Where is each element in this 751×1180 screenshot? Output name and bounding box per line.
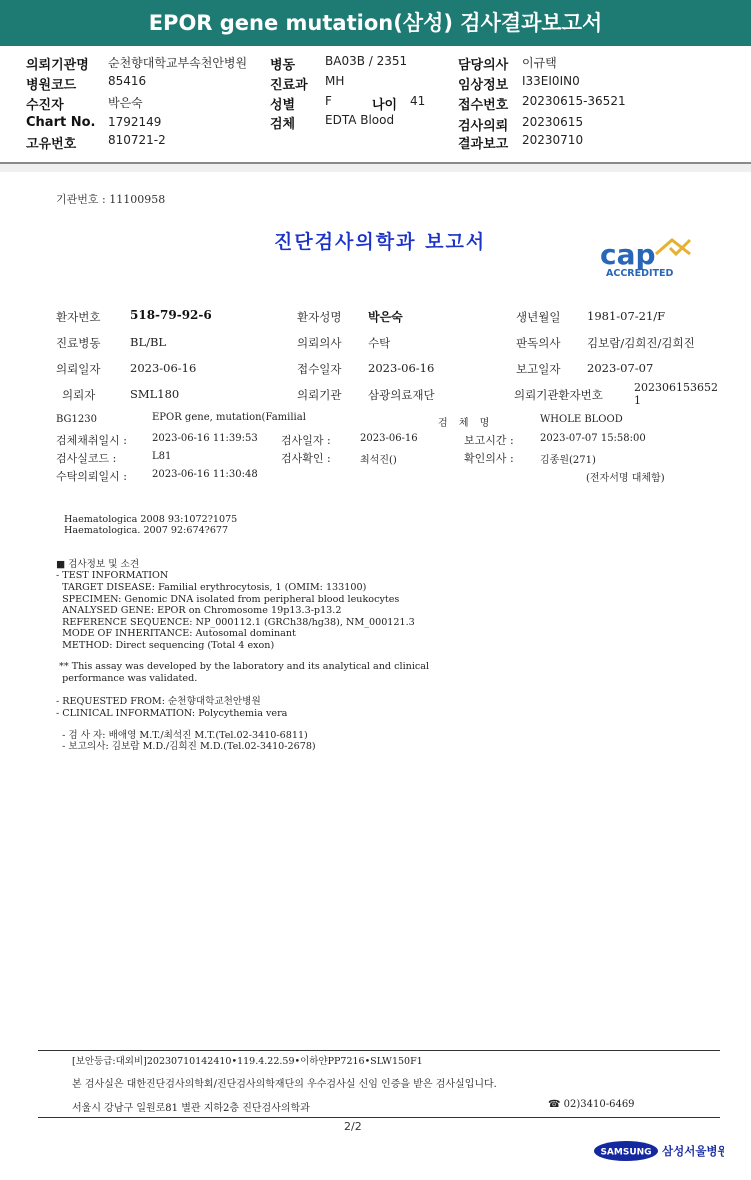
report-title-bar: EPOR gene mutation(삼성) 검사결과보고서	[0, 0, 751, 46]
header-value: 이규택	[522, 56, 557, 70]
info-line: SPECIMEN: Genomic DNA isolated from peripheral blood leukocytes	[56, 594, 400, 605]
info-line: ANALYSED GENE: EPOR on Chromosome 19p13.3-p13.2	[56, 605, 342, 616]
testdate-label: 검사일자 :	[281, 434, 331, 447]
samsung-logo-graphic	[594, 1140, 724, 1162]
samsung-hospital-logo	[594, 1140, 724, 1166]
confirm-label: 검사확인 :	[281, 452, 331, 465]
patient-label: 의뢰기관환자번호	[514, 388, 603, 402]
header-value: EDTA Blood	[325, 113, 395, 127]
header-value: 박은숙	[108, 96, 143, 110]
reporttime-value: 2023-07-07 15:58:00	[540, 433, 646, 444]
header-row	[458, 54, 557, 73]
cap-accredited-logo	[598, 232, 700, 282]
patient-label: 접수일자	[297, 362, 342, 376]
confirm-value: 최석진()	[360, 455, 397, 466]
info-line: METHOD: Direct sequencing (Total 4 exon)	[56, 640, 275, 651]
collect-value: 2023-06-16 11:39:53	[152, 433, 258, 444]
specimen-value: WHOLE BLOOD	[540, 414, 623, 425]
patient-value: 518-79-92-6	[130, 308, 212, 322]
tester-line: - 검 사 자: 배애영 M.T./최석진 M.T.(Tel.02-3410-6811)	[56, 730, 308, 741]
patient-value: SML180	[130, 387, 180, 401]
security-line: [보안등급:대외비]20230710142410•119.4.22.59•이하얀PP7216•SLW150F1	[72, 1056, 423, 1067]
page-number: 2/2	[344, 1120, 362, 1133]
requested-from: - REQUESTED FROM: 순천향대학교천안병원	[56, 696, 261, 707]
header-row	[270, 74, 345, 93]
header-value: 1792149	[108, 115, 162, 129]
header-value: 20230615	[522, 115, 584, 129]
header-label: 진료과	[270, 78, 308, 93]
header-value: 85416	[108, 74, 147, 88]
header-value: MH	[325, 74, 345, 88]
header-label: 성별	[270, 98, 296, 113]
lab-code-label: 검사실코드 :	[56, 452, 117, 465]
age-value: 41	[410, 94, 426, 108]
patient-label: 의뢰자	[62, 388, 96, 402]
reference-line: Haematologica. 2007 92:674?677	[64, 525, 229, 536]
assay-note: ** This assay was developed by the laboratory and its analytical and clinical	[56, 661, 430, 672]
patient-label: 의뢰의사	[297, 336, 342, 350]
assay-note: performance was validated.	[56, 673, 198, 684]
cap-logo-graphic	[598, 232, 700, 282]
hospital-name-text: 삼성서울병원	[662, 1144, 724, 1158]
patient-value: 202306153652	[634, 381, 718, 394]
certification-text: 본 검사실은 대한진단검사의학회/진단검사의학재단의 우수검사실 신임 인증을 받은 검사실입니다.	[72, 1079, 497, 1090]
patient-value: 1981-07-21/F	[587, 309, 666, 323]
clinical-information: - CLINICAL INFORMATION: Polycythemia vera	[56, 708, 288, 719]
lab-address: 서울시 강남구 일원로81 별관 지하2층 진단검사의학과	[72, 1103, 310, 1114]
patient-label: 환자번호	[56, 310, 101, 324]
header-label: 병동	[270, 58, 296, 73]
section-divider	[0, 164, 751, 172]
header-row	[26, 74, 147, 93]
doctor-value: 김종원(271)	[540, 455, 596, 466]
patient-label: 의뢰기관	[297, 388, 342, 402]
header-label: 병원코드	[26, 78, 77, 93]
header-label: 접수번호	[458, 98, 509, 113]
patient-label: 진료병동	[56, 336, 101, 350]
testdate-value: 2023-06-16	[360, 433, 418, 444]
header-row	[270, 113, 395, 132]
header-row	[270, 54, 408, 73]
patient-label: 의뢰일자	[56, 362, 101, 376]
info-heading: ■ 검사정보 및 소견	[56, 559, 140, 570]
header-value: 순천향대학교부속천안병원	[108, 56, 248, 70]
header-value: 810721-2	[108, 133, 166, 147]
header-row	[26, 115, 162, 130]
header-row	[26, 133, 166, 152]
header-value: I33EI0IN0	[522, 74, 580, 88]
patient-value-continued: 1	[634, 394, 641, 407]
header-value: 20230710	[522, 133, 584, 147]
header-info	[0, 46, 751, 164]
esign-note: (전자서명 대체함)	[586, 473, 665, 484]
reference-line: Haematologica 2008 93:1072?1075	[64, 514, 238, 525]
header-label: Chart No.	[26, 115, 96, 130]
age-label: 나이	[372, 98, 398, 113]
patient-value: 2023-06-16	[368, 361, 435, 375]
patient-value: 박은숙	[368, 310, 403, 324]
consign-label: 수탁의뢰일시 :	[56, 470, 127, 483]
header-label: 검사의뢰	[458, 119, 509, 134]
samsung-brand-text: SAMSUNG	[600, 1147, 652, 1158]
patient-value: 수탁	[368, 336, 391, 350]
patient-label: 판독의사	[516, 336, 561, 350]
patient-label: 보고일자	[516, 362, 561, 376]
reporttime-label: 보고시간 :	[464, 434, 514, 447]
report-title: 진단검사의학과 보고서	[274, 231, 487, 253]
header-value: F	[325, 94, 332, 108]
info-line: MODE OF INHERITANCE: Autosomal dominant	[56, 628, 296, 639]
consign-value: 2023-06-16 11:30:48	[152, 469, 258, 480]
cap-brand-text: cap	[600, 238, 656, 271]
reporting-doctor-line: - 보고의사: 김보람 M.D./김희진 M.D.(Tel.02-3410-2678)	[56, 741, 316, 752]
header-label: 고유번호	[26, 137, 77, 152]
header-row	[458, 74, 580, 93]
header-row	[458, 94, 626, 113]
lab-code-value: L81	[152, 451, 172, 462]
info-line: - TEST INFORMATION	[56, 570, 169, 581]
info-line: REFERENCE SEQUENCE: NP_000112.1 (GRCh38/hg38), NM_000121.3	[56, 617, 415, 628]
footer-divider	[38, 1050, 720, 1051]
patient-value: 2023-06-16	[130, 361, 197, 375]
cap-accredited-text: ACCREDITED	[606, 268, 674, 279]
info-line: TARGET DISEASE: Familial erythrocytosis, 1 (OMIM: 133100)	[56, 582, 367, 593]
test-code: BG1230	[56, 414, 97, 425]
header-row	[458, 133, 584, 152]
header-label: 담당의사	[458, 58, 509, 73]
header-row	[270, 94, 426, 113]
header-label: 의뢰기관명	[26, 58, 89, 73]
header-label: 수진자	[26, 98, 64, 113]
header-label: 결과보고	[458, 137, 509, 152]
header-value: BA03B / 2351	[325, 54, 408, 68]
header-row	[26, 94, 143, 113]
collect-label: 검체채취일시 :	[56, 434, 127, 447]
header-row	[458, 115, 584, 134]
test-name: EPOR gene, mutation(Familial	[152, 412, 306, 423]
lab-phone: ☎ 02)3410-6469	[548, 1099, 635, 1110]
header-value: 20230615-36521	[522, 94, 626, 108]
specimen-label: 검 체 명	[438, 418, 494, 429]
header-row	[26, 54, 248, 73]
header-label: 임상정보	[458, 78, 509, 93]
patient-label: 환자성명	[297, 310, 342, 324]
header-label: 검체	[270, 117, 296, 132]
patient-value: 김보람/김희진/김희진	[587, 336, 695, 350]
patient-value: 삼광의료재단	[368, 388, 435, 402]
doctor-label: 확인의사 :	[464, 452, 514, 465]
institution-number: 기관번호 : 11100958	[56, 193, 166, 206]
patient-label: 생년월일	[516, 310, 561, 324]
footer-divider	[38, 1117, 720, 1118]
patient-value: BL/BL	[130, 335, 167, 349]
patient-value: 2023-07-07	[587, 361, 654, 375]
